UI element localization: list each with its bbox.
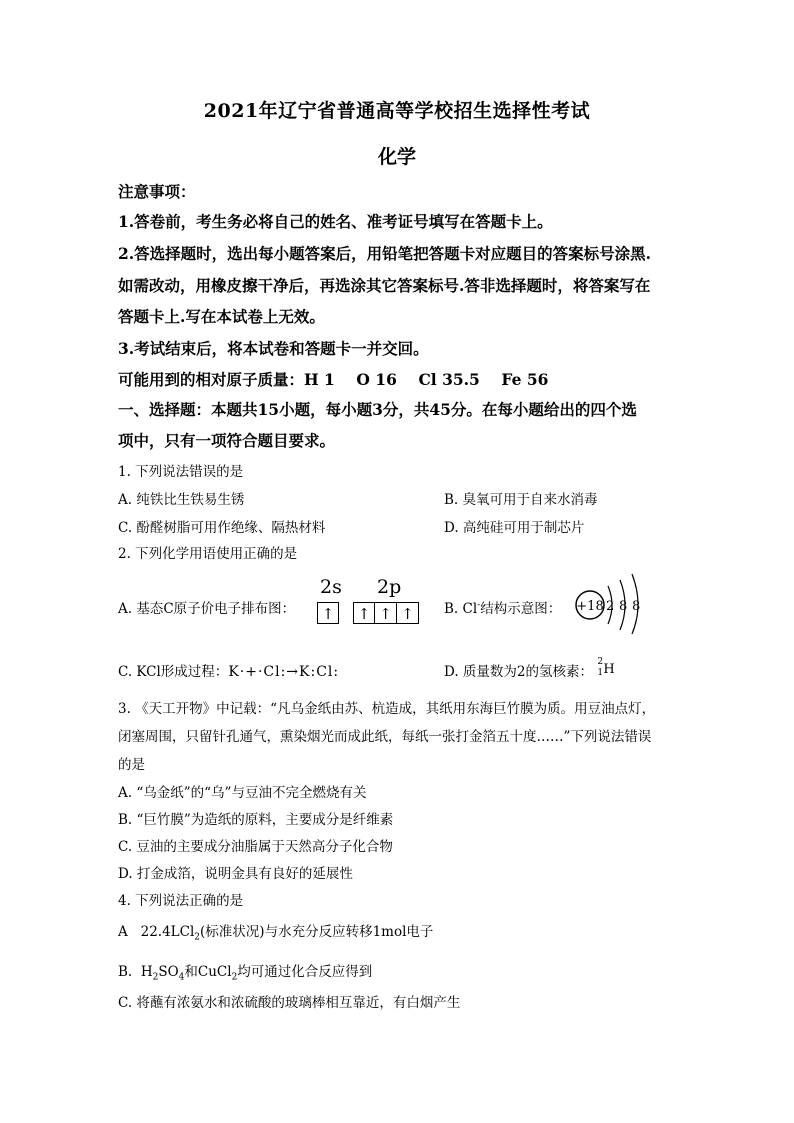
nuclide-symbol: H [603,662,615,677]
shell-count-2: 8 [619,599,628,614]
orbital-2p-boxes [353,602,419,624]
q2-option-c: C. KCl形成过程：K·+·Cl:→K:Cl: [118,664,340,680]
q3-stem-2: 闭塞周围，只留针孔通气，熏染烟光而成此纸，每纸一张打金箔五十度……”下列说法错误 [118,729,652,745]
notice-item-3: 3.考试结束后，将本试卷和答题卡一并交回。 [118,339,429,358]
q1-option-c: C. 酚醛树脂可用作绝缘、隔热材料 [118,520,326,536]
orbital-box: ↑ [397,602,419,624]
notice-item-1: 1.答卷前，考生务必将自己的姓名、准考证号填写在答题卡上。 [118,212,553,231]
orbital-box: ↑ [375,602,397,624]
section-heading-cont: 项中，只有一项符合题目要求。 [118,431,336,450]
q3-stem-3: 的是 [118,757,145,773]
notice-item-2-cont: 如需改动，用橡皮擦干净后，再选涂其它答案标号.答非选择题时，将答案写在 [118,276,651,295]
q3-stem-1: 3. 《天工开物》中记载：“凡乌金纸由苏、杭造成，其纸用东海巨竹膜为质。用豆油点灯， [118,701,656,717]
notice-item-2-end: 答题卡上.写在本试卷上无效。 [118,307,325,326]
orbital-box: ↑ [353,602,375,624]
q1-stem: 1. 下列说法错误的是 [118,464,244,480]
orbital-2p-label: 2p [377,576,402,598]
nucleus-charge: +18 [576,599,604,614]
q2-stem: 2. 下列化学用语使用正确的是 [118,546,298,562]
q4-option-a: A 22.4LCl$_2$(标准状况)与水充分反应转移1mol电子 [118,924,434,943]
q1-option-b: B. 臭氧可用于自来水消毒 [444,492,598,508]
q2-option-d: D. 质量数为2的氢核素： 2 1 H [444,657,615,680]
q2-option-b-label: B. Cl-结构示意图： [444,600,562,617]
section-heading: 一、选择题：本题共15小题，每小题3分，共45分。在每小题给出的四个选 [118,400,637,419]
exam-title: 2021年辽宁省普通高等学校招生选择性考试 [203,100,591,122]
cl-ion-structure-diagram [572,572,652,634]
notice-item-2: 2.答选择题时，选出每小题答案后，用铅笔把答题卡对应题目的答案标号涂黑. [118,244,652,263]
q3-option-b: B. “巨竹膜”为造纸的原料，主要成分是纤维素 [118,812,394,828]
shell-count-1: 2 [606,599,615,614]
q2-option-a-label: A. 基态C原子价电子排布图： [118,601,296,617]
atomic-mass-line: 可能用到的相对原子质量：H 1 O 16 Cl 35.5 Fe 56 [118,370,549,389]
q1-option-d: D. 高纯硅可用于制芯片 [444,520,585,536]
shell-count-3: 8 [632,599,641,614]
q1-option-a: A. 纯铁比生铁易生锈 [118,492,245,508]
orbital-2s-box [317,602,339,624]
q4-option-b: B. $H_2SO_4$和CuCl$_2$均可通过化合反应得到 [118,964,373,983]
orbital-2s-label: 2s [320,576,342,598]
hydrogen-nuclide [597,657,615,678]
nuclide-atomic-number: 1 [597,668,604,678]
notice-heading: 注意事项： [118,182,196,201]
kcl-formation-formula: K·+·Cl:→K:Cl: [228,664,340,680]
orbital-box: ↑ [317,602,339,624]
q4-stem: 4. 下列说法正确的是 [118,893,244,909]
q4-option-c: C. 将蘸有浓氨水和浓硫酸的玻璃棒相互靠近，有白烟产生 [118,995,461,1011]
q3-option-d: D. 打金成箔，说明金具有良好的延展性 [118,866,353,882]
q3-option-c: C. 豆油的主要成分油脂属于天然高分子化合物 [118,839,393,855]
q3-option-a: A. “乌金纸”的“乌”与豆油不完全燃烧有关 [118,785,367,801]
exam-subject: 化学 [377,146,416,168]
nuclide-mass-number: 2 [597,657,604,667]
